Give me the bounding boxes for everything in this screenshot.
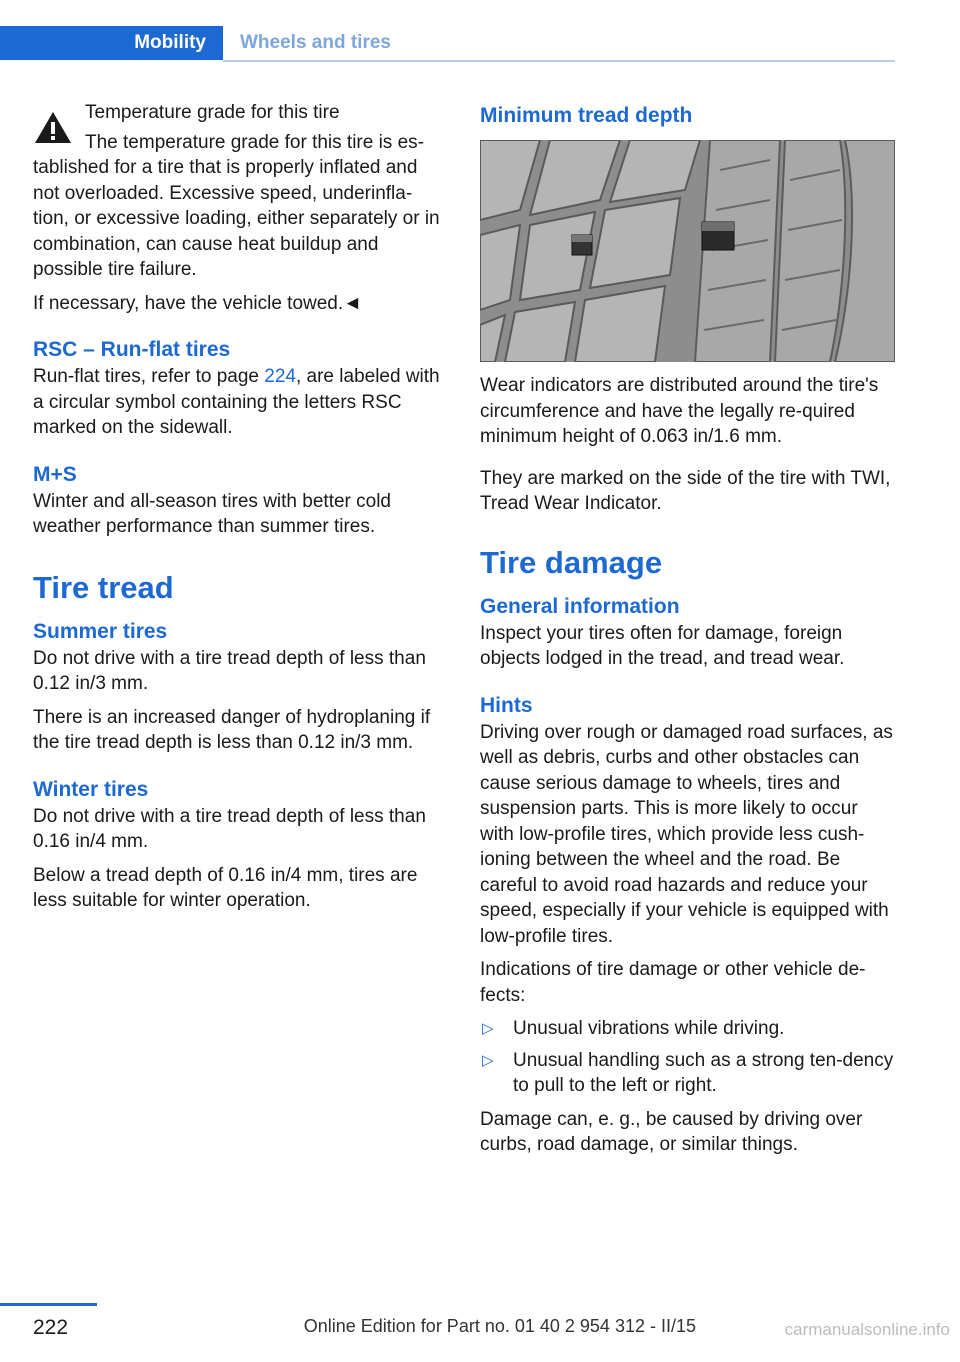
twi-text: They are marked on the side of the tire with TWI, Tread Wear Indicator. [480, 467, 891, 514]
bullet-triangle-icon: ▷ [482, 1020, 494, 1037]
hints-heading: Hints [480, 693, 533, 717]
rsc-text [33, 364, 448, 441]
page-number: 222 [33, 1316, 69, 1339]
list-item [480, 1048, 895, 1099]
warning-triangle-icon [33, 110, 73, 146]
bullet-triangle-icon: ▷ [482, 1051, 494, 1069]
edition-text: Online Edition for Part no. 01 40 2 954 312 - II/15 [303, 1316, 696, 1336]
warning-text-rest: tablished for a tire that is properly inflated and not overloaded. Excessive speed, underinfla-tion, or excessive loading, either separately or in combination, can cause heat buildup and possible tire failure. [33, 157, 440, 280]
page-224-link[interactable]: 224 [264, 366, 296, 387]
page-header [0, 26, 895, 62]
tire-tread-heading: Tire tread [33, 569, 174, 605]
rsc-text-b: , are labeled with a circular symbol containing the letters RSC marked on the sidewall. [33, 366, 440, 438]
left-column [33, 100, 448, 922]
summer-text-1: Do not drive with a tire tread depth of less than 0.12 in/3 mm. [33, 647, 426, 694]
wear-indicators-text: Wear indicators are distributed around the tire's circumference and have the legally re-quired minimum height of 0.063 in/1.6 mm. [480, 375, 879, 447]
damage-indications-list [480, 1016, 895, 1099]
winter-tires-heading: Winter tires [33, 777, 149, 801]
warning-title: Temperature grade for this tire [85, 102, 340, 123]
winter-text-1: Do not drive with a tire tread depth of less than 0.16 in/4 mm. [33, 805, 426, 852]
warning-tow-text: If necessary, have the vehicle towed.◄ [33, 292, 362, 314]
list-item-text: Unusual vibrations while driving. [513, 1018, 785, 1039]
ms-heading: M+S [33, 462, 77, 486]
watermark-text: carmanualsonline.info [784, 1320, 950, 1339]
minimum-tread-depth-heading: Minimum tread depth [480, 104, 693, 127]
warning-block [33, 100, 448, 283]
footer-divider [0, 1303, 97, 1306]
damage-cause-text: Damage can, e. g., be caused by driving over curbs, road damage, or similar things. [480, 1108, 863, 1155]
hints-text: Driving over rough or damaged road surfaces, as well as debris, curbs and other obstacles can cause serious damage to wheels, tires and suspension parts. This is more likely to occur with low-profile tires, which provide less cush-ioning between the wheel and the road. Be careful to avoid road hazards and reduce your speed, especially if your vehicle is equipped with low-profile tires. [480, 721, 893, 947]
header-divider [223, 60, 895, 62]
right-column [480, 100, 895, 1166]
list-item-text: Unusual handling such as a strong ten-dency to pull to the left or right. [513, 1049, 894, 1096]
tire-damage-heading: Tire damage [480, 544, 663, 580]
winter-text-2: Below a tread depth of 0.16 in/4 mm, tires are less suitable for winter operation. [33, 864, 418, 911]
ms-text: Winter and all-season tires with better cold weather performance than summer tires. [33, 490, 391, 537]
general-information-heading: General information [480, 594, 680, 618]
list-item [480, 1016, 895, 1042]
summer-tires-heading: Summer tires [33, 619, 168, 643]
warning-text-first: The temperature grade for this tire is es- [85, 131, 424, 153]
rsc-heading: RSC – Run-flat tires [33, 338, 231, 361]
tab-mobility[interactable]: Mobility [0, 26, 223, 60]
general-information-text: Inspect your tires often for damage, foreign objects lodged in the tread, and tread wear. [480, 622, 845, 669]
summer-text-2: There is an increased danger of hydroplaning if the tire tread depth is less than 0.12 in/3 mm. [33, 706, 431, 753]
indications-text: Indications of tire damage or other vehicle de-fects: [480, 959, 866, 1006]
rsc-text-a: Run-flat tires, refer to page [33, 366, 265, 387]
tire-tread-wear-indicator-image [480, 140, 895, 362]
tab-wheels-and-tires[interactable]: Wheels and tires [240, 32, 391, 53]
